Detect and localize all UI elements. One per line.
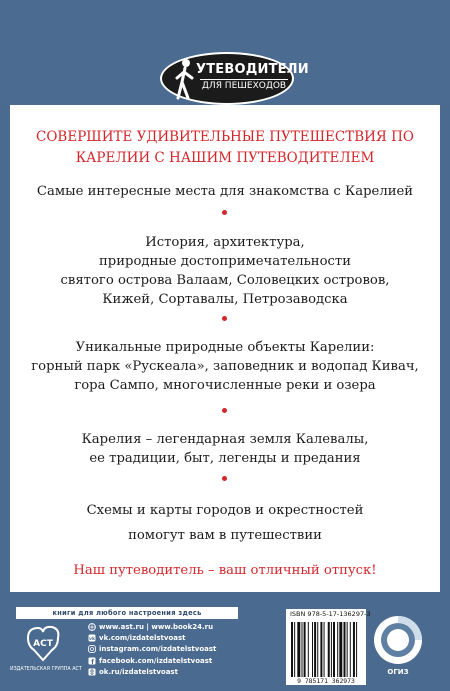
isbn-barcode-box [286, 609, 371, 685]
facebook-link[interactable] [88, 655, 253, 666]
text-line: святого острова Валаам, Соловецких островов, [60, 273, 390, 288]
feature-block-5 [10, 498, 440, 548]
headline-line-2: КАРЕЛИИ С НАШИМ ПУТЕВОДИТЕЛЕМ [75, 150, 375, 166]
feature-block-3 [10, 338, 440, 395]
text-line: Уникальные природные объекты Карелии: [75, 340, 375, 355]
link-text: facebook.com/izdatelstvoast [99, 656, 213, 665]
barcode-number: 9 785171 362973 [297, 677, 355, 685]
text-line: помогут вам в путешествии [128, 528, 322, 543]
instagram-icon [88, 645, 96, 653]
ogiz-logo-icon [372, 614, 424, 666]
headline-line-1: СОВЕРШИТЕ УДИВИТЕЛЬНЫЕ ПУТЕШЕСТВИЯ ПО [36, 129, 414, 145]
globe-icon [88, 623, 96, 631]
feature-block-2 [10, 233, 440, 309]
link-text: ok.ru/izdatelstvoast [99, 668, 178, 677]
link-text: instagram.com/izdatelstvoast [99, 645, 217, 654]
text-line: гора Сампо, многочисленные реки и озера [74, 378, 376, 393]
vk-link[interactable] [88, 632, 253, 643]
bullet-dot [222, 316, 227, 321]
svg-text:f: f [91, 658, 94, 665]
publisher-tagline: книги для любого настроения здесь [16, 607, 238, 619]
text-line: Кижей, Сортавалы, Петрозаводска [102, 292, 348, 307]
feature-block-4 [10, 430, 440, 468]
closing-slogan: Наш путеводитель – ваш отличный отпуск! [73, 563, 377, 578]
publisher-links [88, 621, 253, 678]
ogiz-label: ОГИЗ [387, 668, 409, 676]
svg-text:vk: vk [89, 637, 95, 643]
odnoklassniki-link[interactable] [88, 667, 253, 678]
text-line: Карелия – легендарная земля Калевалы, [81, 432, 369, 447]
text-line: природные достопримечательности [98, 254, 351, 269]
ast-publisher-logo-icon [24, 624, 62, 664]
text-line: Схемы и карты городов и окрестностей [86, 503, 364, 518]
series-logo [160, 52, 309, 105]
link-text: www.ast.ru | www.book24.ru [99, 622, 214, 631]
bullet-dot [222, 210, 227, 215]
publisher-caption: ИЗДАТЕЛЬСКАЯ ГРУППА АСТ [10, 667, 82, 672]
bullet-dot [222, 476, 227, 481]
text-line: ее традиции, быт, легенды и предания [89, 451, 361, 466]
svg-text:АСТ: АСТ [33, 639, 53, 649]
instagram-link[interactable] [88, 644, 253, 655]
vk-icon [88, 634, 96, 642]
website-link[interactable] [88, 621, 253, 632]
walking-man-icon [174, 58, 196, 100]
text-line: Самые интересные места для знакомства с Карелией [36, 184, 414, 199]
text-line: История, архитектура, [145, 235, 305, 250]
facebook-icon [88, 657, 96, 665]
bullet-dot [222, 408, 227, 413]
odnoklassniki-icon [88, 668, 96, 676]
headline [10, 127, 440, 169]
logo-subtitle: ДЛЯ ПЕШЕХОДОВ [201, 81, 287, 91]
logo-title: УТЕВОДИТЕЛИ [196, 62, 309, 77]
isbn-label: ISBN 978-5-17-136297-3 [290, 610, 371, 618]
link-text: vk.com/izdatelstvoast [99, 634, 186, 643]
text-line: горный парк «Рускеала», заповедник и водопад Кивач, [31, 359, 419, 374]
barcode-icon [291, 622, 361, 677]
feature-block-1 [10, 182, 440, 201]
